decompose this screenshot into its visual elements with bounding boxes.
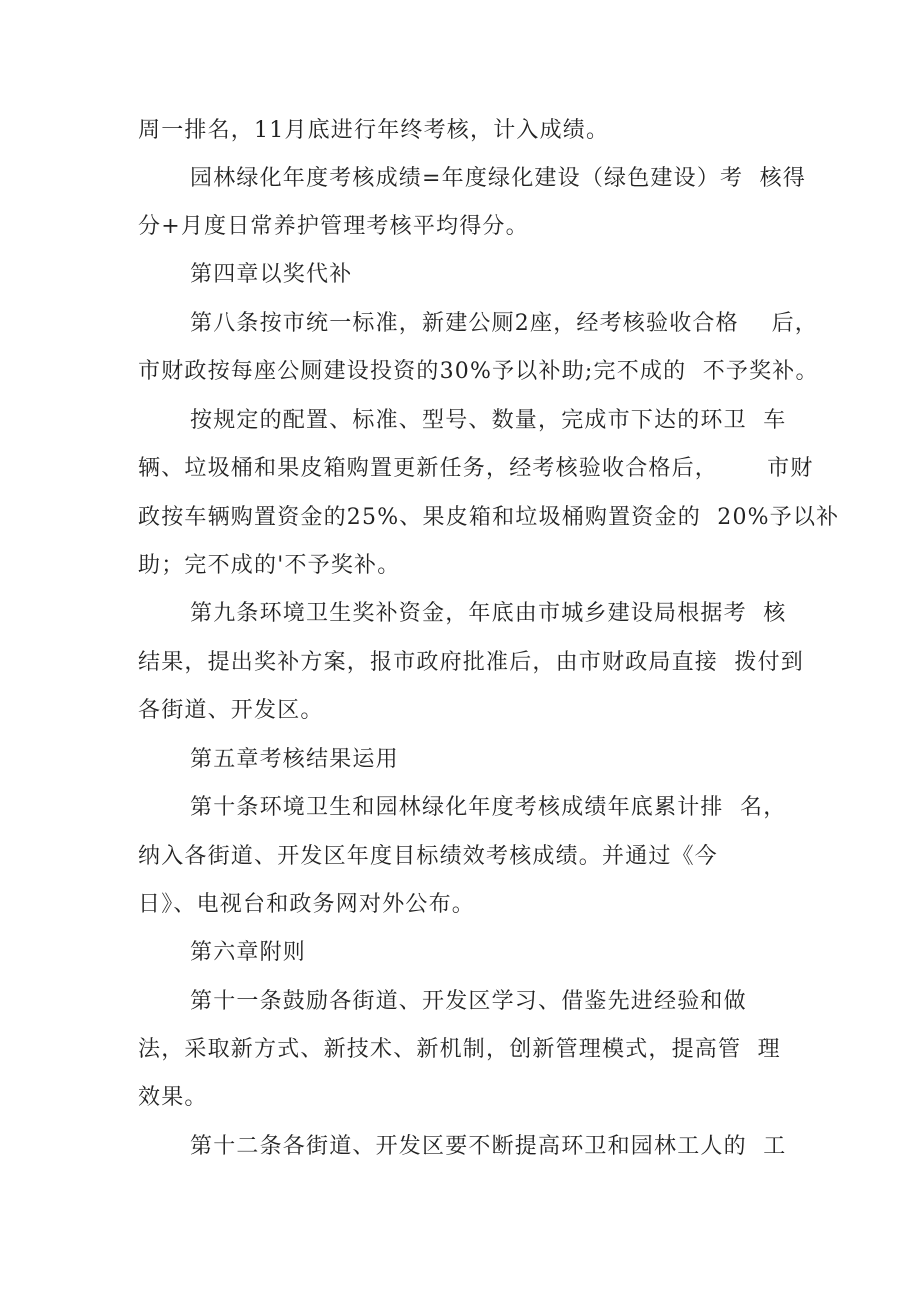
text-line: 第八条按市统一标准，新建公厕2座，经考核验收合格 后， bbox=[190, 311, 818, 336]
text-line: 第十二条各街道、开发区要不断提高环卫和园林工人的 工 bbox=[190, 1134, 787, 1159]
text-line: 助；完不成的'不予奖补。 bbox=[138, 553, 401, 578]
text-line: 第九条环境卫生奖补资金，年底由市城乡建设局根据考 核 bbox=[190, 601, 787, 626]
text-line: 第十条环境卫生和园林绿化年度考核成绩年底累计排 名， bbox=[190, 795, 787, 820]
chapter-heading: 第六章附则 bbox=[190, 940, 307, 965]
chapter-heading: 第四章以奖代补 bbox=[190, 262, 353, 287]
text-line: 日》、电视台和政务网对外公布。 bbox=[138, 892, 476, 917]
chapter-heading: 第五章考核结果运用 bbox=[190, 747, 399, 772]
text-line: 纳入各街道、开发区年度目标绩效考核成绩。并通过《今 bbox=[138, 844, 719, 869]
text-line: 周一排名，11月底进行年终考核，计入成绩。 bbox=[138, 118, 610, 143]
text-line: 法，采取新方式、新技术、新机制，创新管理模式，提高管 理 bbox=[138, 1037, 781, 1062]
text-line: 辆、垃圾桶和果皮箱购置更新任务，经考核验收合格后， 市财 bbox=[138, 456, 814, 481]
text-line: 按规定的配置、标准、型号、数量，完成市下达的环卫 车 bbox=[190, 408, 787, 433]
text-line: 园林绿化年度考核成绩=年度绿化建设（绿色建设）考 核得 bbox=[190, 166, 807, 191]
text-line: 第十一条鼓励各街道、开发区学习、借鉴先进经验和做 bbox=[190, 989, 747, 1014]
text-line: 效果。 bbox=[138, 1085, 208, 1110]
text-line: 市财政按每座公厕建设投资的30%予以补助;完不成的 不予奖补。 bbox=[138, 359, 819, 384]
text-line: 政按车辆购置资金的25%、果皮箱和垃圾桶购置资金的 20%予以补 bbox=[138, 505, 840, 530]
text-line: 分+月度日常养护管理考核平均得分。 bbox=[138, 214, 529, 239]
text-line: 结果，提出奖补方案，报市政府批准后，由市财政局直接 拨付到 bbox=[138, 650, 804, 675]
text-line: 各街道、开发区。 bbox=[138, 698, 324, 723]
